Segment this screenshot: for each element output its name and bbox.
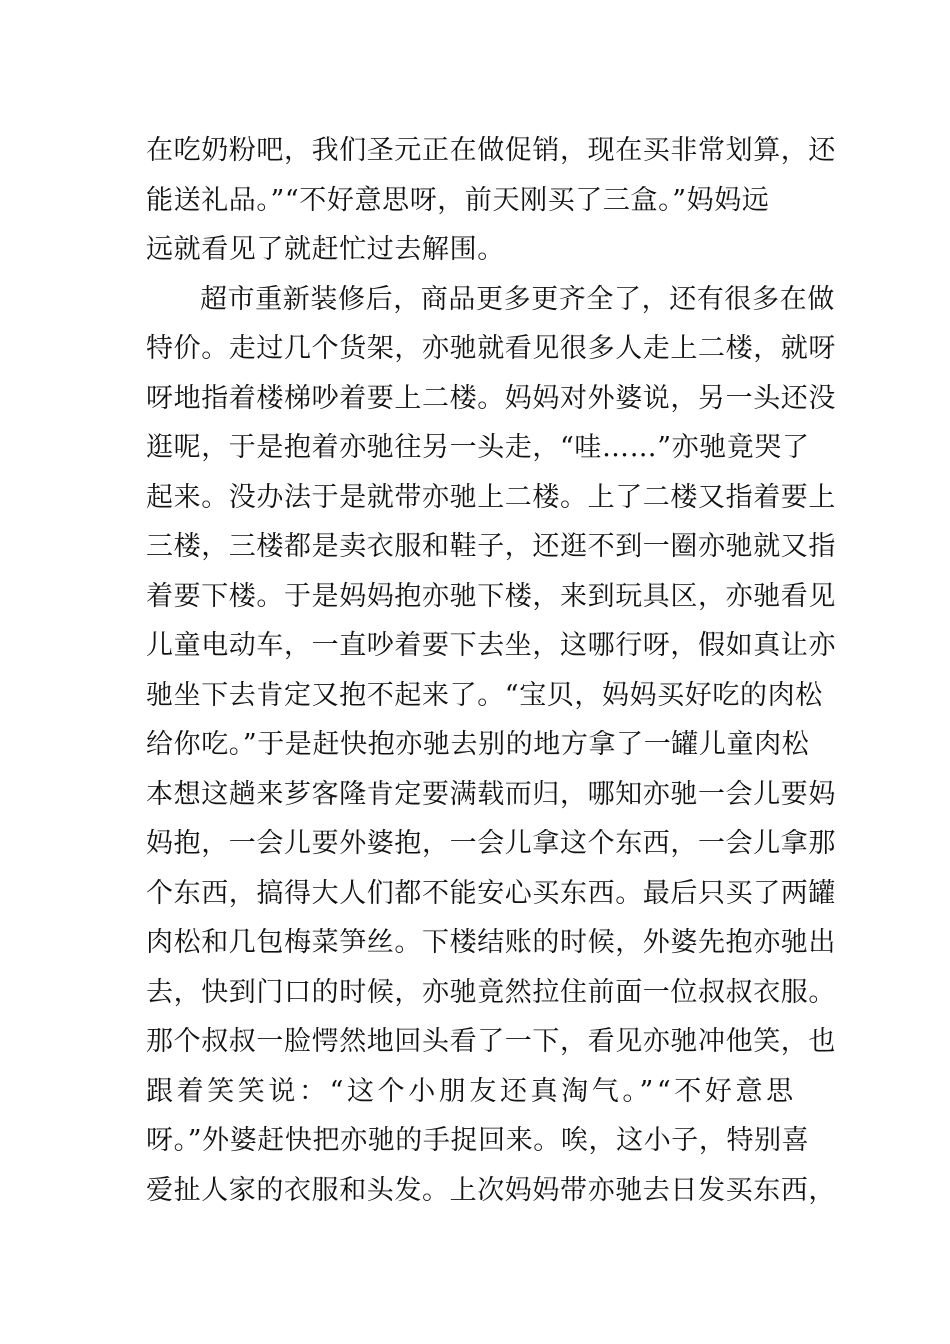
text-line-9: 三楼，三楼都是卖衣服和鞋子，还逛不到一圈亦驰就又指 [146, 531, 836, 562]
paragraph-start-line: 超市重新装修后，商品更多更齐全了，还有很多在做 [200, 283, 835, 315]
text-line-19: 那个叔叔一脸愕然地回头看了一下，看见亦驰冲他笑，也 [146, 1026, 836, 1057]
text-line-15: 妈抱，一会儿要外婆抱，一会儿拿这个东西，一会儿拿那 [146, 828, 836, 859]
body-text [146, 126, 836, 1215]
text-line-5: 特价。走过几个货架，亦驰就看见很多人走上二楼，就呀 [146, 333, 836, 364]
text-line-14: 本想这趟来芗客隆肯定要满载而归，哪知亦驰一会儿要妈 [146, 778, 836, 810]
text-line-16: 个东西，搞得大人们都不能安心买东西。最后只买了两罐 [146, 877, 836, 909]
text-line-3: 远就看见了就赶忙过去解围。 [146, 234, 505, 265]
text-line-18: 去，快到门口的时候，亦驰竟然拉住前面一位叔叔衣服。 [146, 976, 836, 1008]
text-line-21: 呀。”外婆赶快把亦驰的手捉回来。唉，这小子，特别喜 [146, 1125, 810, 1156]
text-line-17: 肉松和几包梅菜笋丝。下楼结账的时候，外婆先抱亦驰出 [146, 927, 836, 958]
text-line-22: 爱扯人家的衣服和头发。上次妈妈带亦驰去日发买东西， [146, 1174, 836, 1206]
text-line-20: 跟着笑笑说：“这个小朋友还真淘气。”“不好意思 [146, 1075, 797, 1107]
text-line-2: 能送礼品。”“不好意思呀，前天刚买了三盒。”妈妈远 [146, 184, 770, 216]
text-line-10: 着要下楼。于是妈妈抱亦驰下楼，来到玩具区，亦驰看见 [146, 580, 836, 612]
text-line-7: 逛呢，于是抱着亦驰往另一头走，“哇……”亦驰竟哭了 [146, 432, 810, 463]
text-line-8: 起来。没办法于是就带亦驰上二楼。上了二楼又指着要上 [146, 481, 836, 513]
text-line-6: 呀地指着楼梯吵着要上二楼。妈妈对外婆说，另一头还没 [146, 382, 836, 414]
text-line-13: 给你吃。”于是赶快抱亦驰去别的地方拿了一罐儿童肉松 [146, 729, 810, 760]
text-line-11: 儿童电动车，一直吵着要下去坐，这哪行呀，假如真让亦 [146, 630, 836, 661]
text-line-1: 在吃奶粉吧，我们圣元正在做促销，现在买非常划算，还 [146, 135, 836, 166]
text-line-12: 驰坐下去肯定又抱不起来了。“宝贝，妈妈买好吃的肉松 [146, 679, 823, 711]
